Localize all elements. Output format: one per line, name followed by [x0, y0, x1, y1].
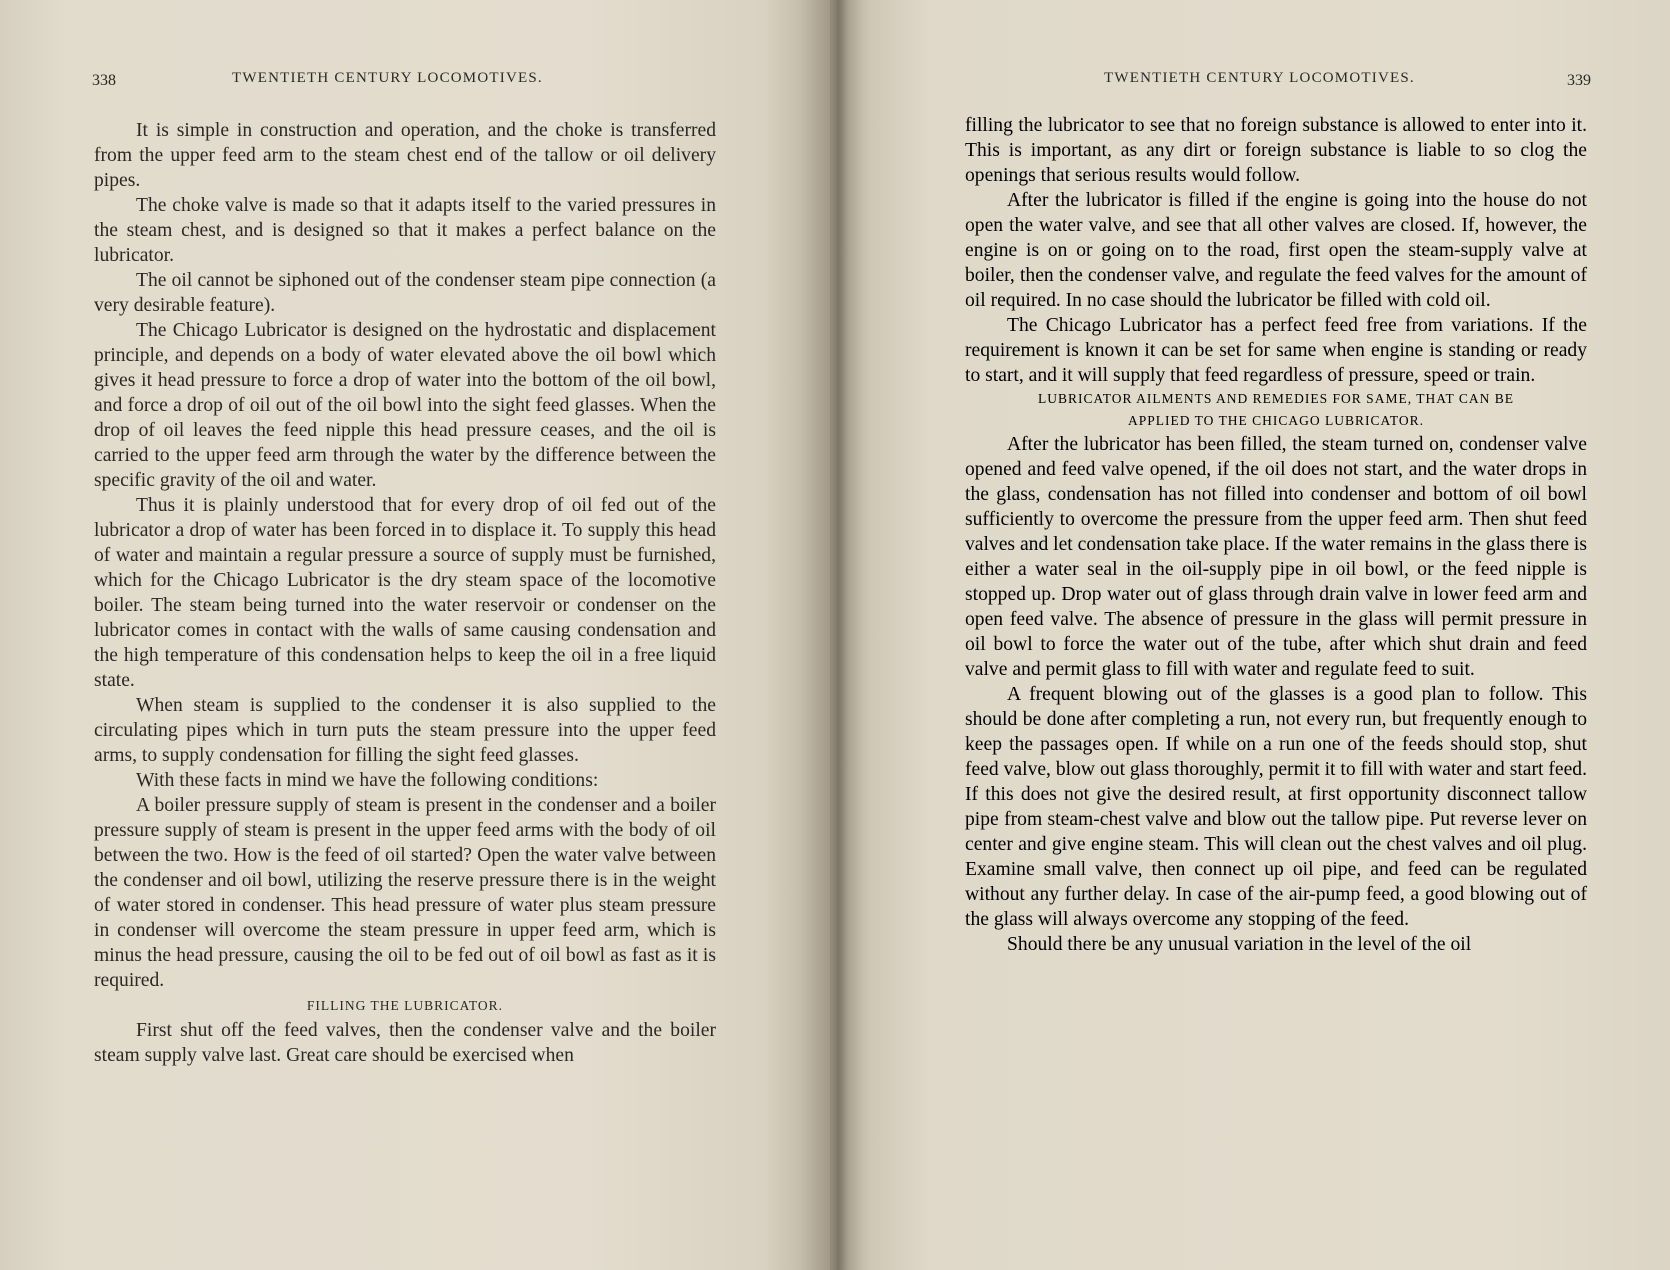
paragraph: When steam is supplied to the condenser it is also supplied to the circulating pipes which in turn puts the steam pressure into the upper feed arms, to supply condensation for filling the sight feed glasses. [94, 695, 716, 766]
paragraph: The Chicago Lubricator has a perfect feed free from variations. If the requirement is known it can be set for same when engine is standing or ready to start, and it will supply that feed regardless of pressure, speed or train. [965, 315, 1587, 386]
section-heading: FILLING THE LUBRICATOR. [306, 998, 504, 1013]
left-text-block [94, 118, 716, 1068]
paragraph: A frequent blowing out of the glasses is a good plan to follow. This should be done after completing a run, not every run, but frequently enough to keep the passages open. If while on a run one of the feeds should stop, shut feed valve, blow out glass thoroughly, permit it to fill with water and start feed. If this does not give the desired result, at first opportunity disconnect tallow pipe from steam-chest valve and blow out the tallow pipe. Put reverse lever on center and give engine steam. This will clean out the chest valves and oil plug. Examine small valve, then connect up oil pipe, and feed can be regulated without any further delay. In case of the air-pump feed, a good blowing out of the glass will always overcome any stopping of the feed. [965, 684, 1587, 930]
paragraph: With these facts in mind we have the following conditions: [136, 770, 599, 791]
section-heading-line-1: LUBRICATOR AILMENTS AND REMEDIES FOR SAME, THAT CAN BE [1038, 391, 1514, 406]
paragraph: The Chicago Lubricator is designed on the hydrostatic and displacement principle, and depends on a body of water elevated above the oil bowl which gives it head pressure to force a drop of water into the bottom of the oil bowl, and force a drop of oil out of the oil bowl into the sight feed glasses. When the drop of oil leaves the feed nipple this head pressure ceases, and the oil is carried to the upper feed arm through the water by the difference between the specific gravity of the oil and water. [94, 320, 716, 491]
page-number-right: 339 [1567, 72, 1591, 89]
paragraph: Thus it is plainly understood that for every drop of oil fed out of the lubricator a drop of water has been forced in to displace it. To supply this head of water and maintain a regular pressure a source of supply must be furnished, which for the Chicago Lubricator is the dry steam space of the locomotive boiler. The steam being turned into the water reservoir or condenser on the lubricator comes in contact with the walls of same causing condensation and the high temperature of this condensation helps to keep the oil in a free liquid state. [94, 495, 716, 691]
left-page [0, 0, 830, 1270]
running-head-left: TWENTIETH CENTURY LOCOMOTIVES. [232, 70, 543, 86]
paragraph: First shut off the feed valves, then the condenser valve and the boiler steam supply valve last. Great care should be exercised when [94, 1020, 716, 1066]
paragraph: The choke valve is made so that it adapts itself to the varied pressures in the steam chest, and is designed so that it makes a perfect balance on the lubricator. [94, 195, 716, 266]
paragraph: After the lubricator has been filled, the steam turned on, condenser valve opened and feed valve opened, if the oil does not start, and the water drops in the glass, condensation has not filled into condenser and bottom of oil bowl sufficiently to overcome the pressure from the upper feed arm. Then shut feed valves and let condensation take place. If the water remains in the glass there is either a water seal in the oil-supply pipe in oil bowl, or the feed nipple is stopped up. Drop water out of glass through drain valve in lower feed arm and open feed valve. The absence of pressure in the glass will permit pressure in oil bowl to force the water out of the tube, after which shut drain and feed valve and permit glass to fill with water and regulate feed to suit. [965, 434, 1587, 680]
paragraph: Should there be any unusual variation in the level of the oil [1007, 934, 1472, 955]
paragraph: The oil cannot be siphoned out of the condenser steam pipe connection (a very desirable feature). [94, 270, 716, 316]
paragraph: It is simple in construction and operation, and the choke is transferred from the upper feed arm to the steam chest end of the tallow or oil delivery pipes. [94, 120, 716, 191]
paragraph: A boiler pressure supply of steam is present in the condenser and a boiler pressure supply of steam is present in the upper feed arms with the body of oil between the two. How is the feed of oil started? Open the water valve between the condenser and oil bowl, utilizing the reserve pressure there is in the weight of water stored in condenser. This head pressure of water plus steam pressure in condenser will overcome the steam pressure in upper feed arm, which is minus the head pressure, causing the oil to be fed out of oil bowl as fast as it is required. [94, 795, 716, 991]
right-text-block [965, 113, 1587, 957]
section-heading-line-2: APPLIED TO THE CHICAGO LUBRICATOR. [1128, 413, 1424, 428]
page-number-left: 338 [92, 72, 116, 89]
running-head-right: TWENTIETH CENTURY LOCOMOTIVES. [1104, 70, 1415, 86]
paragraph: filling the lubricator to see that no foreign substance is allowed to enter into it. This is important, as any dirt or foreign substance is liable to so clog the openings that serious results would follow. [965, 115, 1587, 186]
paragraph: After the lubricator is filled if the engine is going into the house do not open the water valve, and see that all other valves are closed. If, however, the engine is on or going on to the road, first open the steam-supply valve at boiler, then the condenser valve, and regulate the feed valves for the amount of oil required. In no case should the lubricator be filled with cold oil. [965, 190, 1587, 311]
